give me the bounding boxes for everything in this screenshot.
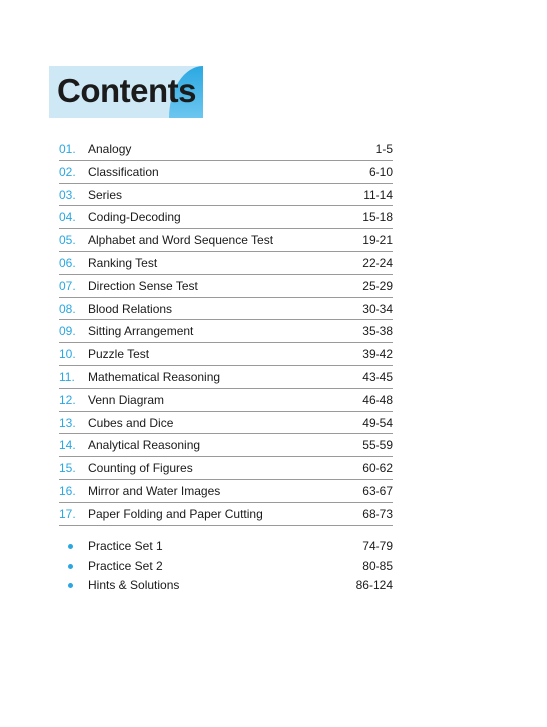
chapter-number: 12. <box>59 392 76 407</box>
chapter-title: Alphabet and Word Sequence Test <box>88 233 274 248</box>
toc-row[interactable] <box>59 412 393 435</box>
chapter-number: 14. <box>59 438 76 453</box>
appendix-pages: 80-85 <box>362 558 393 573</box>
chapter-number: 06. <box>59 255 76 270</box>
appendix-title: Practice Set 2 <box>88 558 163 573</box>
toc-row[interactable] <box>59 206 393 229</box>
chapter-pages: 68-73 <box>362 506 393 521</box>
toc-row[interactable] <box>59 275 393 298</box>
chapter-number: 04. <box>59 210 76 225</box>
chapter-pages: 6-10 <box>368 164 393 179</box>
chapter-number: 13. <box>59 415 76 430</box>
bullet-dot-icon <box>68 544 73 549</box>
chapter-number: 03. <box>59 187 76 202</box>
appendix-title: Practice Set 1 <box>88 539 163 553</box>
chapter-pages: 1-5 <box>375 142 393 156</box>
toc-row[interactable] <box>59 480 393 503</box>
chapter-pages: 43-45 <box>362 369 393 384</box>
chapter-title: Counting of Figures <box>88 461 193 476</box>
toc-row[interactable] <box>59 161 393 184</box>
chapter-number: 08. <box>59 301 76 316</box>
appendix-row[interactable] <box>59 557 393 577</box>
chapter-pages: 15-18 <box>362 210 393 225</box>
bullet-dot-icon <box>68 583 73 588</box>
chapter-title: Ranking Test <box>88 255 158 270</box>
toc-row[interactable] <box>59 389 393 412</box>
chapter-pages: 60-62 <box>362 461 393 476</box>
chapter-title: Analogy <box>88 142 132 156</box>
contents-title-banner <box>49 66 203 118</box>
chapter-title: Direction Sense Test <box>88 278 198 293</box>
chapter-pages: 35-38 <box>362 324 393 339</box>
page-title: Contents <box>57 72 196 109</box>
toc-row[interactable] <box>59 343 393 366</box>
chapter-pages: 49-54 <box>362 415 393 430</box>
chapter-title: Blood Relations <box>88 301 173 316</box>
toc-row[interactable] <box>59 298 393 321</box>
appendix-title: Hints & Solutions <box>88 578 180 592</box>
appendix-row[interactable] <box>59 576 393 596</box>
chapter-title: Sitting Arrangement <box>88 324 194 339</box>
chapter-number: 17. <box>59 506 76 521</box>
toc-row[interactable] <box>59 366 393 389</box>
chapter-title: Series <box>88 187 123 202</box>
chapter-number: 07. <box>59 278 76 293</box>
toc-row[interactable] <box>59 252 393 275</box>
chapter-title: Paper Folding and Paper Cutting <box>88 506 263 521</box>
chapter-pages: 30-34 <box>362 301 393 316</box>
toc-row[interactable] <box>59 229 393 252</box>
chapter-pages: 19-21 <box>362 233 393 248</box>
chapter-number: 11. <box>59 369 75 384</box>
toc-row[interactable] <box>59 457 393 480</box>
toc-row[interactable] <box>59 503 393 526</box>
toc-row[interactable] <box>59 434 393 457</box>
chapter-pages: 46-48 <box>362 392 393 407</box>
toc-row[interactable] <box>59 184 393 207</box>
chapter-pages: 11-14 <box>363 187 393 202</box>
chapter-number: 15. <box>59 461 76 476</box>
chapter-number: 16. <box>59 483 76 498</box>
chapter-pages: 39-42 <box>362 347 393 362</box>
chapter-title: Coding-Decoding <box>88 210 181 225</box>
chapter-title: Mathematical Reasoning <box>88 369 221 384</box>
chapter-list <box>59 138 393 526</box>
chapter-title: Analytical Reasoning <box>88 438 201 453</box>
appendix-pages: 74-79 <box>362 539 393 553</box>
chapter-pages: 63-67 <box>362 483 393 498</box>
chapter-number: 02. <box>59 164 76 179</box>
chapter-pages: 25-29 <box>362 278 393 293</box>
chapter-title: Mirror and Water Images <box>88 483 221 498</box>
chapter-title: Classification <box>88 164 159 179</box>
bullet-dot-icon <box>68 564 73 569</box>
chapter-pages: 22-24 <box>362 255 393 270</box>
chapter-number: 10. <box>59 347 76 362</box>
appendix-row[interactable] <box>59 537 393 557</box>
appendix-pages: 86-124 <box>355 578 393 592</box>
chapter-number: 05. <box>59 233 76 248</box>
chapter-number: 09. <box>59 324 76 339</box>
toc-row[interactable] <box>59 320 393 343</box>
chapter-title: Cubes and Dice <box>88 415 174 430</box>
chapter-number: 01. <box>59 142 76 156</box>
chapter-title: Puzzle Test <box>88 347 150 362</box>
chapter-title: Venn Diagram <box>88 392 165 407</box>
chapter-pages: 55-59 <box>362 438 393 453</box>
toc-row[interactable] <box>59 138 393 161</box>
appendix-list <box>59 537 393 596</box>
